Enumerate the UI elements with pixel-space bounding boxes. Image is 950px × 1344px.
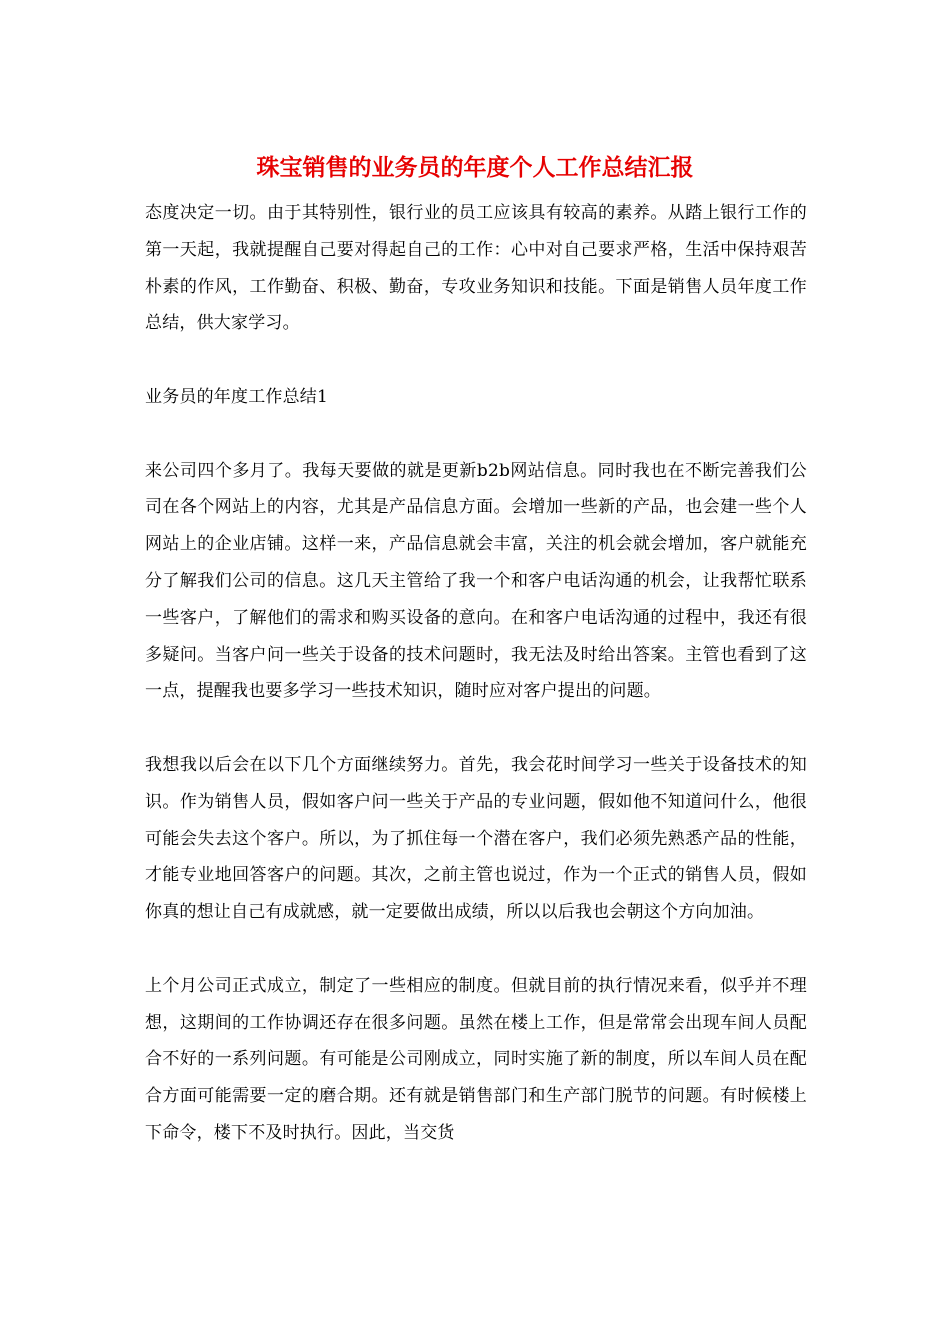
- document-title: 珠宝销售的业务员的年度个人工作总结汇报: [256, 154, 694, 181]
- paragraph-intro: 态度决定一切。由于其特别性，银行业的员工应该具有较高的素养。从踏上银行工作的第一天起，我就提醒自己要对得起自己的工作：心中对自己要求严格，生活中保持艰苦朴素的作风，工作勤奋、积极、勤奋，专攻业务知识和技能。下面是销售人员年度工作总结，供大家学习。: [145, 203, 807, 334]
- section-heading: 业务员的年度工作总结1: [145, 386, 329, 407]
- paragraph-work: 来公司四个多月了。我每天要做的就是更新b2b网站信息。同时我也在不断完善我们公司在各个网站上的内容，尤其是产品信息方面。会增加一些新的产品，也会建一些个人网站上的企业店铺。这样一来，产品信息就会丰富，关注的机会就会增加，客户就能充分了解我们公司的信息。这几天主管给了我一个和客户电话沟通的机会，让我帮忙联系一些客户，了解他们的需求和购买设备的意向。在和客户电话沟通的过程中，我还有很多疑问。当客户问一些关于设备的技术问题时，我无法及时给出答案。主管也看到了这一点，提醒我也要多学习一些技术知识，随时应对客户提出的问题。: [145, 460, 807, 702]
- paragraph-spacer: [145, 342, 807, 379]
- document-body: [145, 195, 807, 1152]
- paragraph-spacer: [145, 710, 807, 747]
- paragraph-spacer: [145, 931, 807, 968]
- paragraph-spacer: [145, 416, 807, 453]
- paragraph-company: 上个月公司正式成立，制定了一些相应的制度。但就目前的执行情况来看，似乎并不理想，这期间的工作协调还存在很多问题。虽然在楼上工作，但是常常会出现车间人员配合不好的一系列问题。有可能是公司刚成立，同时实施了新的制度，所以车间人员在配合方面可能需要一定的磨合期。还有就是销售部门和生产部门脱节的问题。有时候楼上下命令，楼下不及时执行。因此，当交货: [145, 975, 807, 1143]
- paragraph-plans: 我想我以后会在以下几个方面继续努力。首先，我会花时间学习一些关于设备技术的知识。作为销售人员，假如客户问一些关于产品的专业问题，假如他不知道问什么，他很可能会失去这个客户。所以，为了抓住每一个潜在客户，我们必须先熟悉产品的性能，才能专业地回答客户的问题。其次，之前主管也说过，作为一个正式的销售人员，假如你真的想让自己有成就感，就一定要做出成绩，所以以后我也会朝这个方向加油。: [145, 754, 807, 923]
